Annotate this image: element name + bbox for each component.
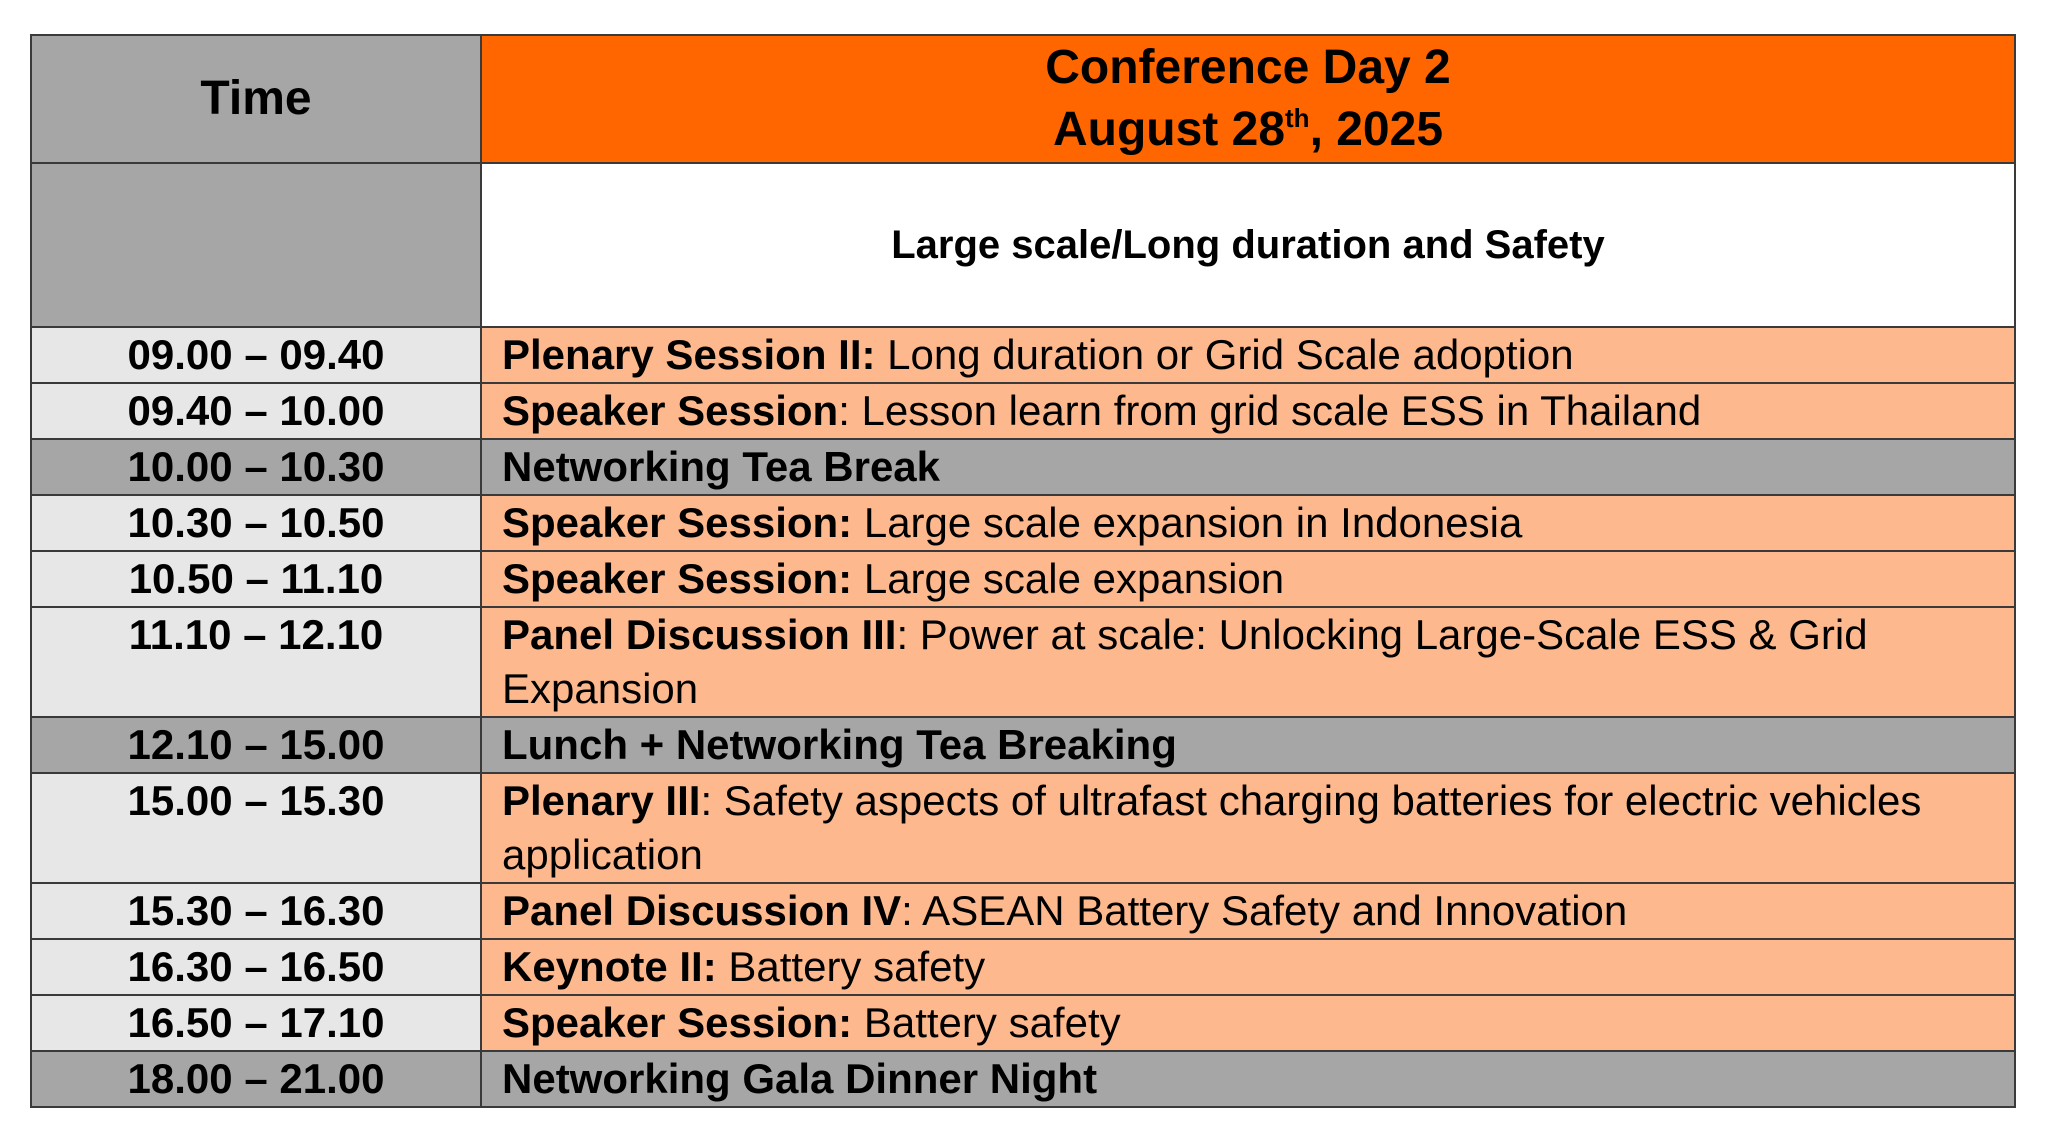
session-time: 16.50 – 17.10 [31, 995, 481, 1051]
break-row [31, 439, 2015, 495]
session-time: 15.00 – 15.30 [31, 773, 481, 883]
session-title: Keynote II: [502, 943, 717, 990]
table-row [31, 327, 2015, 383]
table-row [31, 939, 2015, 995]
table-row [31, 995, 2015, 1051]
date-prefix: August 28 [1052, 103, 1286, 156]
conference-day-header [481, 35, 2015, 163]
session-cell [481, 327, 2015, 383]
session-cell [481, 495, 2015, 551]
session-cell [481, 1051, 2015, 1107]
day-theme: Large scale/Long duration and Safety [481, 163, 2015, 327]
schedule-table [30, 34, 2016, 1108]
session-time: 10.30 – 10.50 [31, 495, 481, 551]
session-cell [481, 439, 2015, 495]
session-time: 15.30 – 16.30 [31, 883, 481, 939]
session-description: : ASEAN Battery Safety and Innovation [901, 887, 1628, 934]
time-column-header: Time [31, 35, 481, 163]
conference-date [1053, 103, 1443, 156]
session-cell [481, 883, 2015, 939]
session-cell [481, 551, 2015, 607]
session-cell [481, 995, 2015, 1051]
table-row [31, 773, 2015, 883]
session-cell [481, 383, 2015, 439]
date-ordinal-suffix: th [1285, 103, 1310, 133]
break-row [31, 1051, 2015, 1107]
session-time: 18.00 – 21.00 [31, 1051, 481, 1107]
session-time: 12.10 – 15.00 [31, 717, 481, 773]
session-cell [481, 717, 2015, 773]
table-row [31, 383, 2015, 439]
session-description: Battery safety [852, 999, 1121, 1046]
session-time: 10.50 – 11.10 [31, 551, 481, 607]
session-cell [481, 773, 2015, 883]
conference-title: Conference Day 2 [1045, 41, 1451, 94]
session-title: Networking Gala Dinner Night [502, 1055, 1098, 1102]
session-title: Plenary Session II: [502, 331, 876, 378]
session-description: Long duration or Grid Scale adoption [875, 331, 1574, 378]
session-description: Large scale expansion [852, 555, 1285, 602]
table-row [31, 883, 2015, 939]
session-title: Networking Tea Break [502, 443, 941, 490]
session-description: Large scale expansion in Indonesia [852, 499, 1523, 546]
session-time: 11.10 – 12.10 [31, 607, 481, 717]
table-row [31, 551, 2015, 607]
session-title: Panel Discussion IV [502, 887, 902, 934]
session-time: 09.00 – 09.40 [31, 327, 481, 383]
theme-row [31, 163, 2015, 327]
date-year: , 2025 [1309, 103, 1444, 156]
session-cell [481, 939, 2015, 995]
theme-time-cell [31, 163, 481, 327]
session-time: 10.00 – 10.30 [31, 439, 481, 495]
table-row [31, 607, 2015, 717]
session-title: Speaker Session [502, 387, 839, 434]
header-row [31, 35, 2015, 163]
table-row [31, 495, 2015, 551]
session-time: 16.30 – 16.50 [31, 939, 481, 995]
session-cell [481, 607, 2015, 717]
session-description: Battery safety [716, 943, 986, 990]
session-time: 09.40 – 10.00 [31, 383, 481, 439]
session-title: Panel Discussion III [502, 611, 897, 658]
session-title: Plenary III [502, 777, 701, 824]
session-description: : Lesson learn from grid scale ESS in Thailand [838, 387, 1702, 434]
session-title: Speaker Session: [502, 555, 853, 602]
session-description: : Power at scale: Unlocking Large-Scale ESS & Grid Expansion [502, 611, 1868, 712]
session-title: Speaker Session: [502, 999, 853, 1046]
session-title: Speaker Session: [502, 499, 853, 546]
break-row [31, 717, 2015, 773]
session-description: : Safety aspects of ultrafast charging batteries for electric vehicles application [502, 777, 1922, 878]
session-title: Lunch + Networking Tea Breaking [502, 721, 1177, 768]
